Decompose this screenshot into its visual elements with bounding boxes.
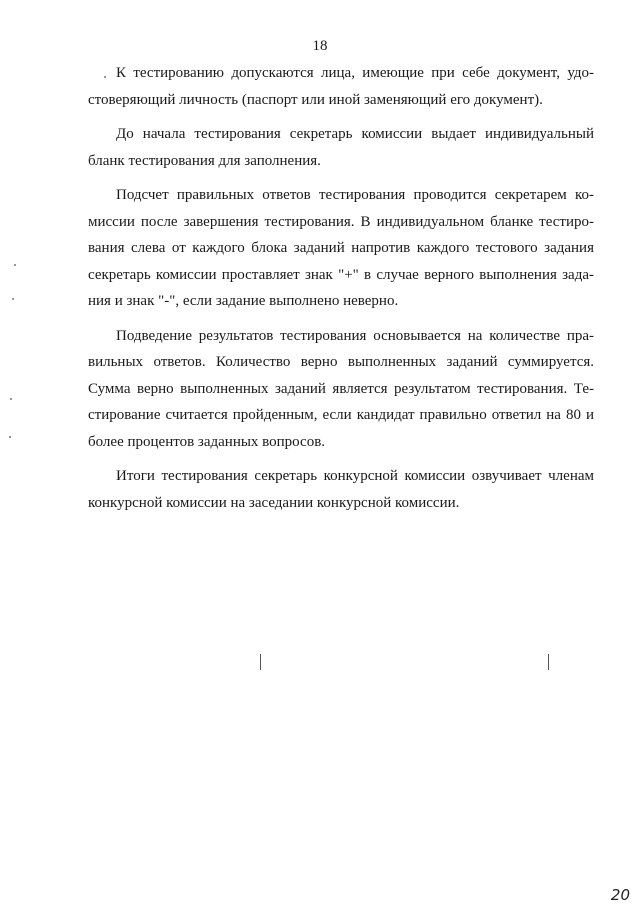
scan-speck [12,298,14,300]
text-line: К тестированию допускаются лица, имеющие при себе документ, удо- [116,65,594,81]
text-line: вания слева от каждого блока заданий напротив каждого тестового задания [88,240,594,256]
text-line: Подсчет правильных ответов тестирования проводится секретарем ко- [116,187,594,203]
scan-speck [14,264,16,266]
document-body [88,60,594,524]
paragraph-form-issue [88,121,594,174]
page-number: 18 [312,38,328,54]
text-line: Сумма верно выполненных заданий является результатом тестирования. Те- [88,380,594,397]
handwritten-page-note: 20 [610,886,630,904]
scan-speck [9,436,11,438]
text-line: Подведение результатов тестирования основывается на количестве пра- [116,327,594,344]
scan-speck [104,76,106,78]
text-line: конкурсной комиссии на заседании конкурсной комиссии. [88,494,460,511]
text-line: секретарь комиссии проставляет знак "+" в случае верного выполнения зада- [88,266,594,283]
scan-mark-right [548,654,549,670]
scan-speck [10,398,12,400]
scan-mark-left [260,654,261,670]
text-line: ния и знак "-", если задание выполнено неверно. [88,293,399,309]
text-line: бланк тестирования для заполнения. [88,152,321,169]
text-line: стирование считается пройденным, если кандидат правильно ответил на 80 и [88,407,594,423]
text-line: миссии после завершения тестирования. В индивидуальном бланке тестиро- [88,213,594,230]
text-line: более процентов заданных вопросов. [88,433,326,450]
paragraph-results [88,323,594,456]
paragraph-admission [88,60,594,113]
paragraph-announcement [88,463,594,516]
text-line: Итоги тестирования секретарь конкурсной комиссии озвучивает членам [116,468,594,484]
text-line: До начала тестирования секретарь комиссии выдает индивидуальный [116,126,594,142]
text-line: стоверяющий личность (паспорт или иной заменяющий его документ). [88,91,543,108]
paragraph-scoring [88,182,594,315]
text-line: вильных ответов. Количество верно выполненных заданий суммируется. [88,354,594,370]
